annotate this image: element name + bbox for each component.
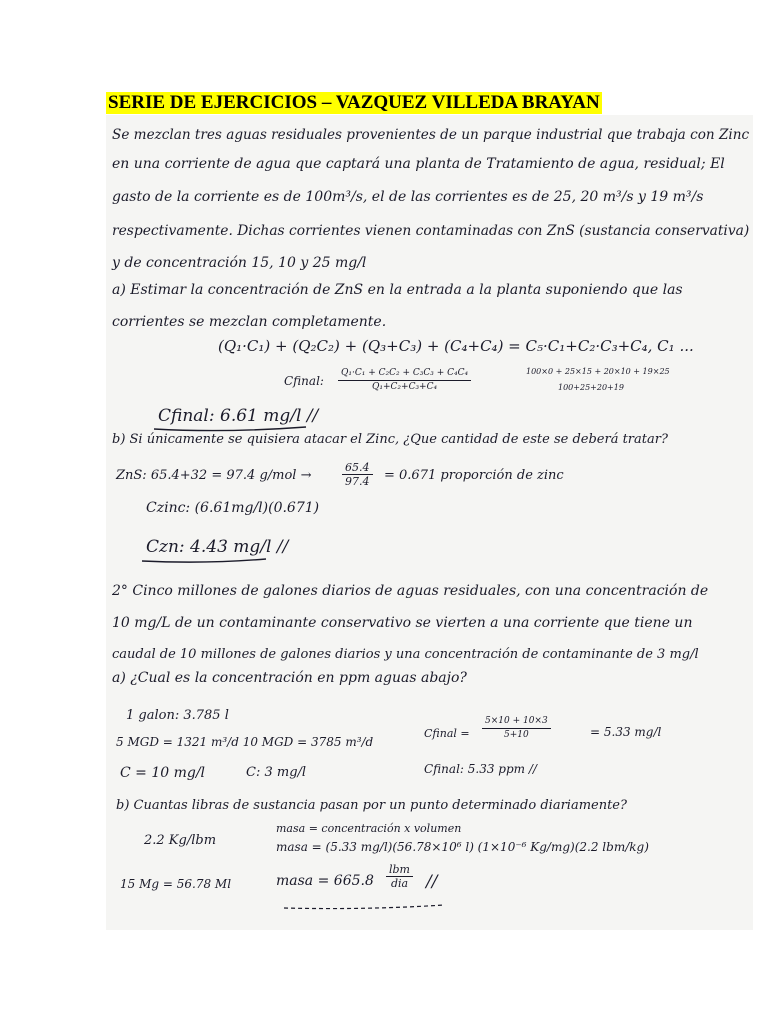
p2-cfinal-numerator: 5×10 + 10×3 — [482, 715, 551, 729]
problem1-statement-line-3: gasto de la corriente es de 100m³/s, el de las corrientes es de 25, 20 m³/s y 19 m³/s — [112, 189, 704, 205]
final-underline — [284, 905, 444, 909]
cfinal-label: Cfinal: — [284, 374, 324, 388]
cfinal-numerator: Q₁·C₁ + C₂C₂ + C₃C₃ + C₄C₄ — [338, 367, 471, 381]
zinc-proportion-numerator: 65.4 — [342, 461, 373, 475]
result-b-underline — [142, 559, 266, 562]
p2-cfinal-denominator: 5+10 — [503, 730, 529, 740]
zns-molar-mass: ZnS: 65.4+32 = 97.4 g/mol → — [116, 468, 312, 483]
kg-to-lbm-conversion: 2.2 Kg/lbm — [144, 833, 217, 848]
p2-cfinal-ppm: Cfinal: 5.33 ppm // — [424, 762, 537, 776]
problem2-statement-line-3: caudal de 10 millones de galones diarios y una concentración de contaminante de 3 mg/l — [112, 647, 699, 662]
part-b-result: Czn: 4.43 mg/l // — [146, 537, 289, 557]
document-title: SERIE DE EJERCICIOS – VAZQUEZ VILLEDA BRAYAN — [108, 92, 600, 113]
mass-formula-words: masa = concentración x volumen — [276, 822, 462, 835]
mass-units-denominator: dia — [390, 877, 409, 890]
final-check-mark: // — [426, 872, 438, 892]
side-work-denominator: 100+25+20+19 — [558, 383, 624, 392]
problem1-statement-line-1: Se mezclan tres aguas residuales provenientes de un parque industrial que trabaja con Zinc — [112, 127, 750, 143]
part-a-result: Cfinal: 6.61 mg/l // — [158, 406, 319, 426]
result-a-underline — [154, 427, 306, 431]
flow-conversions: 5 MGD = 1321 m³/d 10 MGD = 3785 m³/d — [116, 735, 374, 749]
concentration-2: C: 3 mg/l — [246, 765, 307, 780]
concentration-1: C = 10 mg/l — [120, 765, 206, 781]
cfinal-denominator: Q₁+C₂+C₃+C₄ — [372, 382, 438, 392]
problem2-statement-line-2: 10 mg/L de un contaminante conservativo se vierten a una corriente que tiene un — [112, 615, 693, 631]
problem1-statement-line-5: y de concentración 15, 10 y 25 mg/l — [112, 255, 367, 271]
problem1-statement-line-4: respectivamente. Dichas corrientes vienen contaminadas con ZnS (sustancia conservativa) — [112, 223, 750, 239]
mgd-to-ml-conversion: 15 Mg = 56.78 Ml — [120, 877, 232, 891]
problem2-part-b-question: b) Cuantas libras de sustancia pasan por un punto determinado diariamente? — [116, 798, 627, 813]
mass-balance-formula: (Q₁·C₁) + (Q₂C₂) + (Q₃+C₃) + (C₄+C₄) = C₅·C₁+C₂·C₃+C₄, C₁ ... — [218, 337, 694, 355]
zinc-proportion-result: = 0.671 proporción de zinc — [384, 468, 564, 483]
problem2-part-a-question: a) ¿Cual es la concentración en ppm aguas abajo? — [112, 670, 467, 686]
czinc-calculation: Czinc: (6.61mg/l)(0.671) — [146, 500, 320, 516]
part-a-question-line-2: corrientes se mezclan completamente. — [112, 314, 387, 330]
part-b-question: b) Si únicamente se quisiera atacar el Zinc, ¿Que cantidad de este se deberá tratar? — [112, 432, 668, 447]
zinc-proportion-denominator: 97.4 — [345, 475, 370, 488]
hand-drawn-marks — [106, 115, 753, 930]
side-work-numerator: 100×0 + 25×15 + 20×10 + 19×25 — [526, 367, 670, 376]
mass-units-numerator: lbm — [386, 863, 413, 877]
p2-cfinal-value: = 5.33 mg/l — [590, 725, 662, 739]
gallon-conversion: 1 galon: 3.785 l — [126, 708, 229, 723]
handwritten-sheet — [106, 115, 753, 930]
p2-cfinal-label: Cfinal = — [424, 727, 470, 740]
problem2-statement-line-1: 2° Cinco millones de galones diarios de aguas residuales, con una concentración de — [112, 583, 709, 599]
part-a-question-line-1: a) Estimar la concentración de ZnS en la entrada a la planta suponiendo que las — [112, 282, 683, 298]
problem1-statement-line-2: en una corriente de agua que captará una planta de Tratamiento de agua, residual; El — [112, 156, 725, 172]
mass-formula-values: masa = (5.33 mg/l)(56.78×10⁶ l) (1×10⁻⁶ Kg/mg)(2.2 lbm/kg) — [276, 840, 649, 854]
mass-result: masa = 665.8 — [276, 873, 374, 889]
